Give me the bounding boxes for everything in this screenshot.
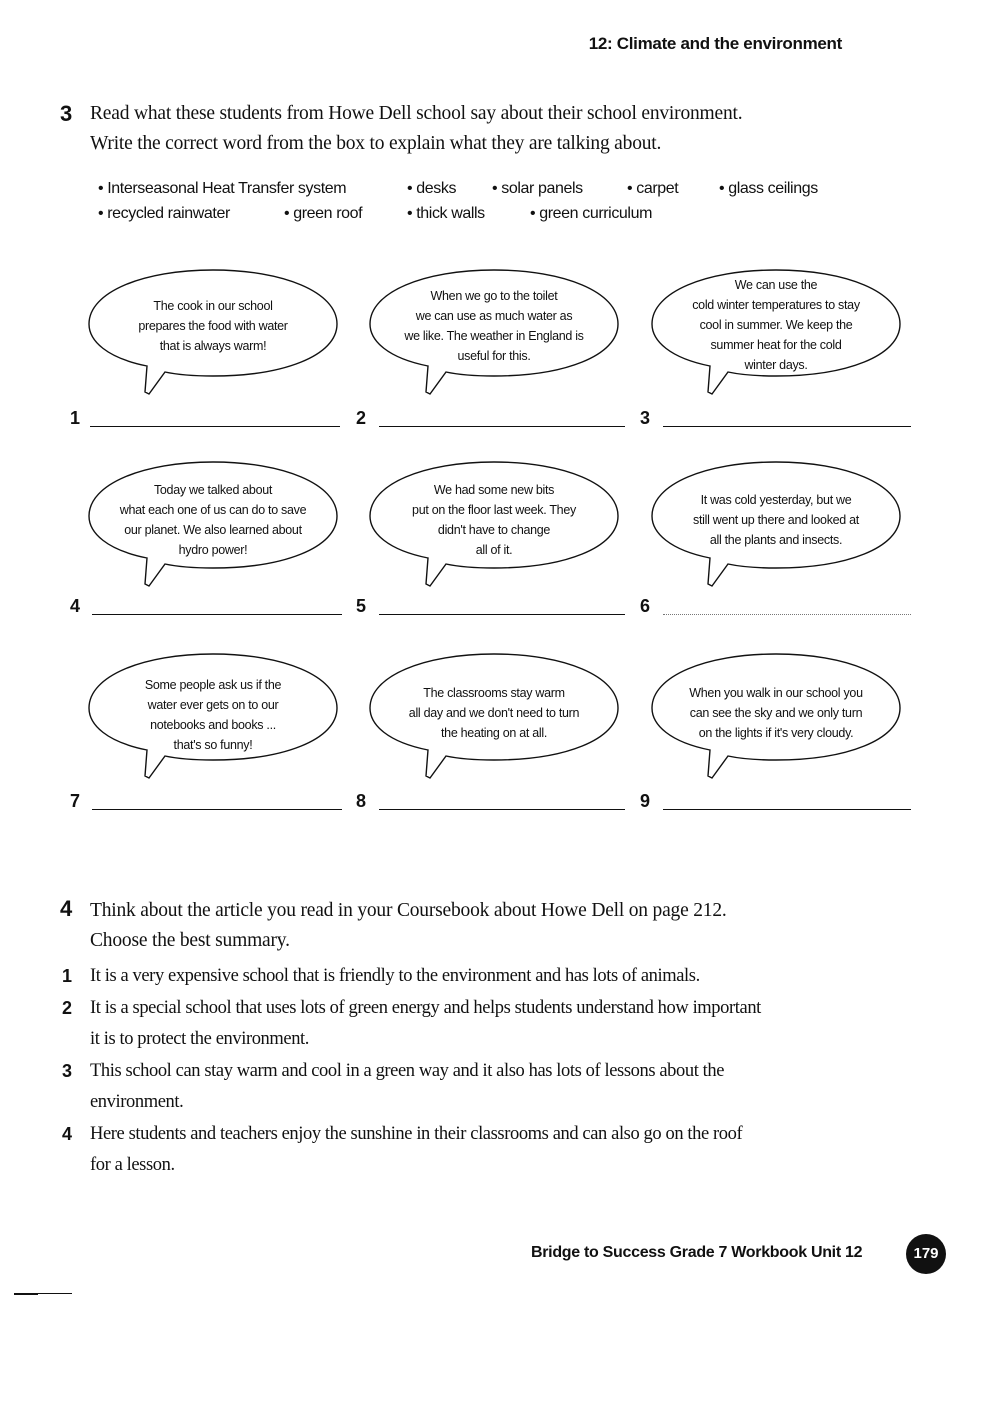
bubble-line: prepares the food with water xyxy=(138,319,288,333)
speech-bubble xyxy=(368,458,620,588)
bubble-line: didn't have to change xyxy=(437,523,551,537)
exercise-number: 3 xyxy=(60,101,73,126)
bubble-line: We can use the xyxy=(734,278,818,292)
word-option: • carpet xyxy=(627,180,679,197)
answer-blank-4[interactable] xyxy=(92,614,342,615)
bubble-line: we can use as much water as xyxy=(415,309,573,323)
bubble-line: The classrooms stay warm xyxy=(423,686,565,700)
answer-blank-1[interactable] xyxy=(90,426,340,427)
answer-number: 9 xyxy=(640,791,651,811)
speech-bubble xyxy=(87,458,339,588)
answer-number: 1 xyxy=(70,408,81,428)
bubble-line: It was cold yesterday, but we xyxy=(700,493,852,507)
answer-blank-9[interactable] xyxy=(663,809,911,810)
option-text: Here students and teachers enjoy the sunshine in their classrooms and can also go on the roof xyxy=(90,1124,743,1144)
bubble-line: We had some new bits xyxy=(433,483,555,497)
option-number: 1 xyxy=(62,966,73,986)
exercise-instruction: Choose the best summary. xyxy=(90,930,290,951)
option-number: 2 xyxy=(62,998,73,1018)
bubble-line: useful for this. xyxy=(457,349,531,363)
bubble-line: all day and we don't need to turn xyxy=(408,706,580,720)
bubble-line: our planet. We also learned about xyxy=(124,523,302,537)
answer-blank-3[interactable] xyxy=(663,426,911,427)
bubble-line: Some people ask us if the xyxy=(144,678,282,692)
exercise-instruction: Think about the article you read in your Coursebook about Howe Dell on page 212. xyxy=(90,900,727,921)
bubble-line: still went up there and looked at xyxy=(693,513,859,527)
bubble-line: hydro power! xyxy=(178,543,248,557)
option-text: This school can stay warm and cool in a green way and it also has lots of lessons about the xyxy=(90,1061,725,1081)
bubble-line: cool in summer. We keep the xyxy=(699,318,853,332)
bubble-line: that's so funny! xyxy=(173,738,253,752)
word-option: • thick walls xyxy=(407,205,485,222)
bubble-line: all the plants and insects. xyxy=(709,533,843,547)
exercise-instruction: Write the correct word from the box to explain what they are talking about. xyxy=(90,133,662,154)
running-head: 12: Climate and the environment xyxy=(588,34,842,53)
answer-blank-7[interactable] xyxy=(92,809,342,810)
bubble-line: The cook in our school xyxy=(153,299,273,313)
option-text: environment. xyxy=(90,1092,184,1112)
word-option: • solar panels xyxy=(492,180,583,197)
book-title-footer: Bridge to Success Grade 7 Workbook Unit 12 xyxy=(531,1244,863,1261)
answer-number: 6 xyxy=(640,596,651,616)
speech-bubble xyxy=(87,266,339,396)
bubble-line: When we go to the toilet xyxy=(430,289,558,303)
page-number-badge: 179 xyxy=(906,1234,946,1274)
option-text: It is a very expensive school that is friendly to the environment and has lots of animals. xyxy=(90,966,700,986)
answer-blank-5[interactable] xyxy=(379,614,625,615)
option-text: for a lesson. xyxy=(90,1155,175,1175)
bubble-line: When you walk in our school you xyxy=(689,686,863,700)
bubble-line: the heating on at all. xyxy=(441,726,547,740)
answer-number: 8 xyxy=(356,791,367,811)
speech-bubble xyxy=(650,650,902,780)
bubble-line: summer heat for the cold xyxy=(710,338,842,352)
bubble-line: notebooks and books ... xyxy=(150,718,276,732)
speech-bubble xyxy=(650,458,902,588)
bubble-line: winter days. xyxy=(744,358,808,372)
word-option: • green roof xyxy=(284,205,363,222)
option-number: 4 xyxy=(62,1124,73,1144)
word-option: • Interseasonal Heat Transfer system xyxy=(98,180,347,197)
speech-bubble xyxy=(368,650,620,780)
answer-number: 3 xyxy=(640,408,651,428)
bubble-line: on the lights if it's very cloudy. xyxy=(698,726,854,740)
answer-blank-2[interactable] xyxy=(379,426,625,427)
bubble-line: can see the sky and we only turn xyxy=(689,706,863,720)
word-option: • glass ceilings xyxy=(719,180,818,197)
speech-bubble xyxy=(650,266,902,396)
bubble-line: we like. The weather in England is xyxy=(404,329,584,343)
answer-blank-8[interactable] xyxy=(379,809,625,810)
exercise-instruction: Read what these students from Howe Dell school say about their school environment. xyxy=(90,103,743,124)
option-text: it is to protect the environment. xyxy=(90,1029,310,1049)
answer-number: 4 xyxy=(70,596,81,616)
bubble-line: water ever gets on to our xyxy=(147,698,279,712)
margin-rule xyxy=(38,1293,72,1294)
bubble-line: that is always warm! xyxy=(159,339,267,353)
margin-rule xyxy=(14,1293,38,1295)
answer-number: 7 xyxy=(70,791,81,811)
option-text: It is a special school that uses lots of green energy and helps students understand how important xyxy=(90,998,761,1018)
answer-blank-6[interactable] xyxy=(663,614,911,615)
bubble-line: Today we talked about xyxy=(153,483,273,497)
word-option: • green curriculum xyxy=(530,205,653,222)
option-number: 3 xyxy=(62,1061,73,1081)
bubble-line: what each one of us can do to save xyxy=(119,503,307,517)
bubble-line: put on the floor last week. They xyxy=(412,503,576,517)
answer-number: 2 xyxy=(356,408,367,428)
speech-bubble xyxy=(368,266,620,396)
bubble-line: all of it. xyxy=(475,543,513,557)
answer-number: 5 xyxy=(356,596,367,616)
speech-bubble xyxy=(87,650,339,780)
word-option: • desks xyxy=(407,180,457,197)
exercise-number: 4 xyxy=(60,896,73,921)
word-option: • recycled rainwater xyxy=(98,205,230,222)
bubble-line: cold winter temperatures to stay xyxy=(692,298,860,312)
